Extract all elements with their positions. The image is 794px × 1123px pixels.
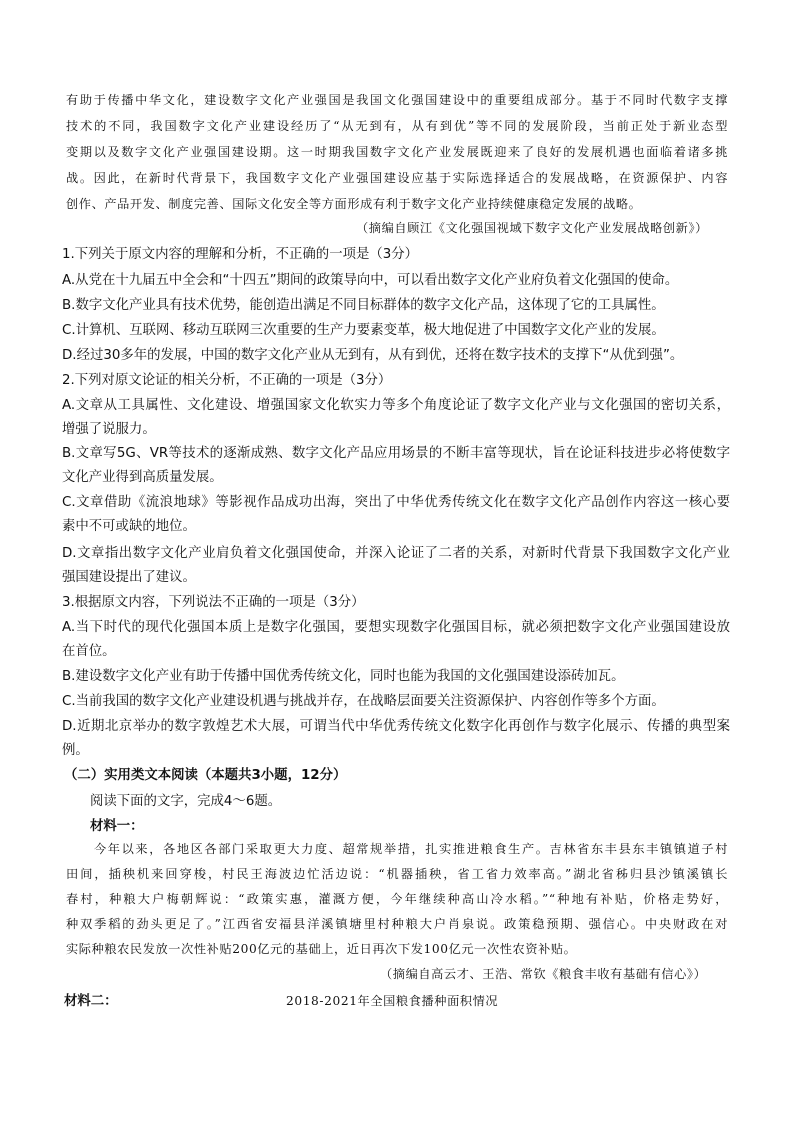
question-2-option-a-line-1: A.文章从工具属性、文化建设、增强国家文化软实力等多个角度论证了数字文化产业与文化强国的密切关系，	[62, 398, 730, 413]
material-1-line-1: 今年以来，各地区各部门采取更大力度、超常规举措，扎实推进粮食生产。吉林省东丰县东丰镇镇道子村	[94, 842, 728, 856]
passage-line-5: 创作、产品开发、制度完善、国际文化安全等方面形成有利于数字文化产业持续健康稳定发展的战略。	[66, 197, 642, 211]
question-2-option-b-line-1: B.文章写5G、VR等技术的逐渐成熟、数字文化产品应用场景的不断丰富等现状，旨在论证科技进步必将使数字	[62, 446, 730, 461]
question-3-option-c: C.当前我国的数字文化产业建设机遇与挑战并存，在战略层面要关注资源保护、内容创作等多个方面。	[62, 694, 665, 709]
question-2-option-c-line-1: C.文章借助《流浪地球》等影视作品成功出海，突出了中华优秀传统文化在数字文化产品创作内容这一核心要	[62, 495, 730, 510]
question-2-option-d-line-1: D.文章指出数字文化产业肩负着文化强国使命，并深入论证了二者的关系，对新时代背景下我国数字文化产业	[62, 546, 730, 561]
material-2-label: 材料二：	[64, 994, 118, 1009]
section-instruction: 阅读下面的文字，完成4～6题。	[90, 794, 282, 809]
passage-line-4: 战。因此，在新时代背景下，我国数字文化产业强国建设应基于实际选择适合的发展战略，在资源保护、内容	[66, 171, 728, 185]
question-3-option-a-line-1: A.当下时代的现代化强国本质上是数字化强国，要想实现数字化强国目标，就必须把数字文化产业强国建设放	[62, 620, 730, 635]
question-2-stem: 2.下列对原文论证的相关分析，不正确的一项是（3分）	[62, 373, 392, 388]
question-3-option-a-line-2: 在首位。	[62, 644, 116, 659]
material-1-line-4: 种双季稻的劲头更足了。”江西省安福县洋溪镇塘里村种粮大户肖泉说。政策稳预期、强信心。中央财政在对	[66, 917, 728, 931]
material-1-line-5: 实际种粮农民发放一次性补贴200亿元的基础上，近日再次下发100亿元一次性农资补贴。	[66, 942, 577, 956]
question-3-option-d-line-1: D.近期北京举办的数字敦煌艺术大展，可谓当代中华优秀传统文化数字化再创作与数字化展示、传播的典型案	[62, 719, 730, 734]
question-2-option-d-line-2: 强国建设提出了建议。	[62, 570, 196, 585]
question-1-option-b: B.数字文化产业具有技术优势，能创造出满足不同目标群体的数字文化产品，这体现了它的工具属性。	[62, 298, 665, 313]
section-heading: （二）实用类文本阅读（本题共3小题，12分）	[64, 768, 347, 783]
question-2-option-c-line-2: 素中不可或缺的地位。	[62, 519, 196, 534]
question-3-option-b: B.建设数字文化产业有助于传播中国优秀传统文化，同时也能为我国的文化强国建设添砖加瓦。	[62, 669, 625, 684]
question-1-option-a: A.从党在十九届五中全会和“十四五”期间的政策导向中，可以看出数字文化产业府负着文化强国的使命。	[62, 273, 679, 288]
passage-line-3: 变期以及数字文化产业强国建设期。这一时期我国数字文化产业发展既迎来了良好的发展机遇也面临着诸多挑	[66, 145, 728, 159]
material-1-label: 材料一：	[90, 819, 144, 834]
material-2-chart-title: 2018-2021年全国粮食播种面积情况	[286, 994, 499, 1008]
question-1-stem: 1.下列关于原文内容的理解和分析，不正确的一项是（3分）	[62, 247, 419, 262]
passage-source: （摘编自顾江《文化强国视域下数字文化产业发展战略创新》）	[356, 221, 708, 235]
passage-line-1: 有助于传播中华文化，建设数字文化产业强国是我国文化强国建设中的重要组成部分。基于不同时代数字支撑	[66, 93, 728, 107]
material-1-source: （摘编自高云才、王浩、常钦《粮食丰收有基础有信心》）	[380, 967, 707, 981]
question-2-option-b-line-2: 文化产业得到高质量发展。	[62, 470, 223, 485]
question-1-option-d: D.经过30多年的发展，中国的数字文化产业从无到有，从有到优，还将在数字技术的支撑下“从优到强”。	[62, 348, 684, 363]
question-3-stem: 3.根据原文内容，下列说法不正确的一项是（3分）	[62, 595, 365, 610]
question-1-option-c: C.计算机、互联网、移动互联网三次重要的生产力要素变革，极大地促进了中国数字文化产业的发展。	[62, 323, 665, 338]
material-1-line-3: 春村，种粮大户梅朝辉说：“政策实惠，灌溉方便，今年继续种高山冷水稻。”“种地有补贴，价格走势好，	[66, 892, 728, 906]
material-1-line-2: 田间，插秧机来回穿梭，村民王海波边忙活边说：“机器插秧，省工省力效率高。”湖北省秭归县沙镇溪镇长	[66, 867, 728, 881]
question-3-option-d-line-2: 例。	[62, 743, 89, 758]
question-2-option-a-line-2: 增强了说服力。	[62, 422, 156, 437]
passage-line-2: 技术的不同，我国数字文化产业建设经历了“从无到有，从有到优”等不同的发展阶段，当前正处于新业态型	[66, 119, 728, 133]
